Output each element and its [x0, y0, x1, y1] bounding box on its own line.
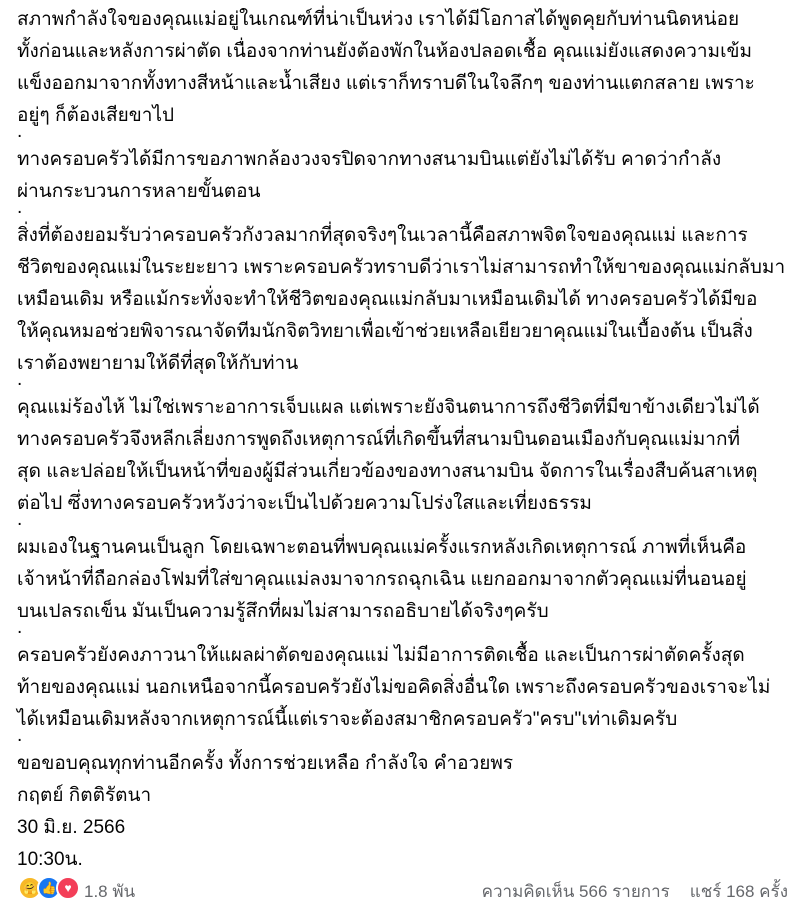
post-text-line	[17, 4, 797, 36]
paragraph-separator	[17, 197, 797, 220]
post-text-line	[17, 596, 797, 628]
post-text-line	[17, 144, 797, 176]
post-text: .	[17, 197, 23, 218]
post-text: สิ่งที่ต้องยอมรับว่าครอบครัวกังวลมากที่สุดจริงๆในเวลานี้คือสภาพจิตใจของคุณแม่ และการ	[17, 225, 748, 246]
post-text: ทางครอบครัวได้มีการขอภาพกล้องวงจรปิดจากทางสนามบินแต่ยังไม่ได้รับ คาดว่ากำลัง	[17, 149, 722, 170]
post-text: 10:30น.	[17, 849, 83, 870]
paragraph-separator	[17, 509, 797, 532]
post-text: .	[17, 121, 23, 142]
post-text-line	[17, 220, 797, 252]
post-text-line	[17, 532, 797, 564]
care-icon: 🤗	[18, 876, 42, 900]
post-text-line	[17, 704, 797, 736]
post-text: แข็งออกมาจากทั้งทางสีหน้าและน้ำเสียง แต่เราก็ทราบดีในใจลึกๆ ของท่านแตกสลาย เพราะ	[17, 73, 755, 94]
post-text: ให้คุณหมอช่วยพิจารณาจัดทีมนักจิตวิทยาเพื่อเข้าช่วยเหลือเยียวยาคุณแม่ในเบื้องต้น เป็นสิ่ง	[17, 321, 753, 342]
post-text: สภาพกำลังใจของคุณแม่อยู่ในเกณฑ์ที่น่าเป็นห่วง เราได้มีโอกาสได้พูดคุยกับท่านนิดหน่อย	[17, 9, 740, 30]
post-text: .	[17, 369, 23, 390]
post-text-line	[17, 392, 797, 424]
post-body	[17, 4, 797, 876]
post-text: ได้เหมือนเดิมหลังจากเหตุการณ์นี้แต่เราจะต้องสมาชิกครอบครัว"ครบ"เท่าเดิมครับ	[17, 709, 678, 730]
post-text: ผมเองในฐานคนเป็นลูก โดยเฉพาะตอนที่พบคุณแม่ครั้งแรกหลังเกิดเหตุการณ์ ภาพที่เห็นคือ	[17, 537, 747, 558]
post-text: เหมือนเดิม หรือแม้กระทั่งจะทำให้ชีวิตของคุณแม่กลับมาเหมือนเดิมได้ ทางครอบครัวได้มีขอ	[17, 289, 758, 310]
post-text-line	[17, 348, 797, 380]
like-icon: 👍	[37, 876, 61, 900]
post-text-line	[17, 564, 797, 596]
post-text: คุณแม่ร้องไห้ ไม่ใช่เพราะอาการเจ็บแผล แต่เพราะยังจินตนาการถึงชีวิตที่มีขาข้างเดียวไม่ได้	[17, 397, 760, 418]
post-text-line	[17, 748, 797, 780]
love-icon: ♥	[56, 876, 80, 900]
post-text: ชีวิตของคุณแม่ในระยะยาว เพราะครอบครัวทราบดีว่าเราไม่สามารถทำให้ขาของคุณแม่กลับมา	[17, 257, 786, 278]
reactions-summary[interactable]	[18, 876, 80, 900]
post-text: ทางครอบครัวจึงหลีกเลี่ยงการพูดถึงเหตุการณ์ที่เกิดขึ้นที่สนามบินดอนเมืองกับคุณแม่มากที่	[17, 429, 740, 450]
comments-count-link[interactable]: ความคิดเห็น 566 รายการ	[481, 882, 670, 901]
paragraph-separator	[17, 369, 797, 392]
post-text-line	[17, 252, 797, 284]
post-text: สุด และปล่อยให้เป็นหน้าที่ของผู้มีส่วนเกี่ยวข้องของทางสนามบิน จัดการในเรื่องสืบค้นสาเหตุ	[17, 461, 758, 482]
post-text-line	[17, 176, 797, 208]
post-text: ท้ายของคุณแม่ นอกเหนือจากนี้ครอบครัวยังไม่ขอคิดสิ่งอื่นใด เพราะถึงครอบครัวของเราจะไม่	[17, 677, 771, 698]
post-text: ขอขอบคุณทุกท่านอีกครั้ง ทั้งการช่วยเหลือ กำลังใจ คำอวยพร	[17, 753, 514, 774]
post-footer	[0, 868, 800, 904]
post-text-line	[17, 100, 797, 132]
post-text-line	[17, 812, 797, 844]
post-text: อยู่ๆ ก็ต้องเสียขาไป	[17, 105, 175, 126]
shares-count-link[interactable]: แชร์ 168 ครั้ง	[689, 882, 788, 901]
paragraph-separator	[17, 725, 797, 748]
post-text-line	[17, 68, 797, 100]
post-text-line	[17, 284, 797, 316]
post-text: บนเปลรถเข็น มันเป็นความรู้สึกที่ผมไม่สามารถอธิบายได้จริงๆครับ	[17, 601, 549, 622]
post-text: .	[17, 509, 23, 530]
post-text: ครอบครัวยังคงภาวนาให้แผลผ่าตัดของคุณแม่ ไม่มีอาการติดเชื้อ และเป็นการผ่าตัดครั้งสุด	[17, 645, 745, 666]
post-text: กฤตย์ กิตติรัตนา	[17, 785, 152, 806]
post-text-line	[17, 488, 797, 520]
post-text-line	[17, 780, 797, 812]
post-text-line	[17, 36, 797, 68]
post-text-line	[17, 672, 797, 704]
reaction-count[interactable]: 1.8 พัน	[84, 882, 136, 901]
post-text-line	[17, 640, 797, 672]
post-text: ผ่านกระบวนการหลายขั้นตอน	[17, 181, 261, 202]
paragraph-separator	[17, 121, 797, 144]
post-text: .	[17, 725, 23, 746]
post-text: เจ้าหน้าที่ถือกล่องโฟมที่ใส่ขาคุณแม่ลงมาจากรถฉุกเฉิน แยกออกมาจากตัวคุณแม่ที่นอนอยู่	[17, 569, 747, 590]
post-text: .	[17, 617, 23, 638]
post-text-line	[17, 456, 797, 488]
post-text: 30 มิ.ย. 2566	[17, 817, 126, 838]
paragraph-separator	[17, 617, 797, 640]
post-text-line	[17, 424, 797, 456]
post-text: ทั้งก่อนและหลังการผ่าตัด เนื่องจากท่านยังต้องพักในห้องปลอดเชื้อ คุณแม่ยังแสดงความเข้ม	[17, 41, 753, 62]
post-text: เราต้องพยายามให้ดีที่สุดให้กับท่าน	[17, 353, 299, 374]
post-text: ต่อไป ซึ่งทางครอบครัวหวังว่าจะเป็นไปด้วยความโปร่งใสและเที่ยงธรรม	[17, 493, 592, 514]
post-text-line	[17, 316, 797, 348]
